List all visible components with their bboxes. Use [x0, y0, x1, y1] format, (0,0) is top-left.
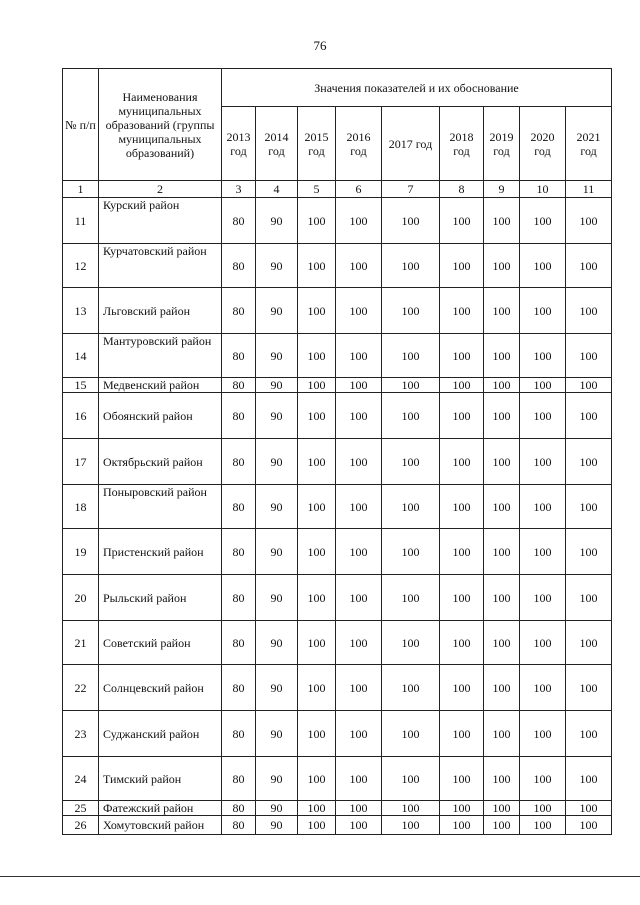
value-cell: 100: [298, 378, 336, 393]
value-cell: 100: [298, 288, 336, 334]
value-cell: 100: [566, 378, 612, 393]
header-name: Наименования муниципальных образований (группы муниципальных образований): [99, 69, 222, 181]
value-cell: 100: [566, 816, 612, 835]
column-number: 7: [382, 181, 440, 198]
value-cell: 100: [440, 801, 484, 816]
value-cell: 100: [566, 621, 612, 665]
header-year: 2021 год: [566, 107, 612, 181]
row-number: 26: [63, 816, 99, 835]
column-number: 4: [256, 181, 298, 198]
municipality-name: Пристенский район: [99, 529, 222, 575]
value-cell: 100: [440, 529, 484, 575]
value-cell: 100: [484, 288, 520, 334]
header-num: № п/п: [63, 69, 99, 181]
value-cell: 80: [222, 801, 256, 816]
column-number: 6: [336, 181, 382, 198]
header-year: 2013 год: [222, 107, 256, 181]
municipality-name: Льговский район: [99, 288, 222, 334]
municipality-name: Рыльский район: [99, 575, 222, 621]
value-cell: 100: [440, 288, 484, 334]
value-cell: 90: [256, 711, 298, 757]
column-number: 9: [484, 181, 520, 198]
value-cell: 100: [484, 757, 520, 801]
value-cell: 100: [298, 334, 336, 378]
value-cell: 80: [222, 575, 256, 621]
table-row: [63, 529, 612, 575]
value-cell: 90: [256, 198, 298, 244]
value-cell: 100: [566, 439, 612, 485]
value-cell: 100: [336, 711, 382, 757]
value-cell: 80: [222, 378, 256, 393]
column-number: 1: [63, 181, 99, 198]
row-number: 17: [63, 439, 99, 485]
municipality-name: Суджанский район: [99, 711, 222, 757]
column-number: 3: [222, 181, 256, 198]
table-row: [63, 621, 612, 665]
table-row: [63, 439, 612, 485]
table-row: [63, 393, 612, 439]
value-cell: 100: [484, 621, 520, 665]
value-cell: 100: [382, 439, 440, 485]
value-cell: 80: [222, 816, 256, 835]
value-cell: 90: [256, 801, 298, 816]
municipality-name: Обоянский район: [99, 393, 222, 439]
value-cell: 90: [256, 485, 298, 529]
value-cell: 100: [520, 198, 566, 244]
value-cell: 100: [440, 757, 484, 801]
value-cell: 100: [440, 393, 484, 439]
value-cell: 100: [520, 711, 566, 757]
value-cell: 100: [520, 439, 566, 485]
table-row: [63, 575, 612, 621]
municipality-name: Солнцевский район: [99, 665, 222, 711]
value-cell: 90: [256, 288, 298, 334]
value-cell: 100: [382, 288, 440, 334]
value-cell: 100: [484, 198, 520, 244]
value-cell: 100: [336, 393, 382, 439]
value-cell: 100: [566, 757, 612, 801]
value-cell: 100: [298, 393, 336, 439]
row-number: 16: [63, 393, 99, 439]
value-cell: 80: [222, 244, 256, 288]
value-cell: 100: [298, 575, 336, 621]
value-cell: 100: [298, 757, 336, 801]
value-cell: 90: [256, 393, 298, 439]
table-row: [63, 244, 612, 288]
value-cell: 90: [256, 757, 298, 801]
municipality-name: Фатежский район: [99, 801, 222, 816]
header-year: 2014 год: [256, 107, 298, 181]
municipality-name: Курский район: [99, 198, 222, 244]
row-number: 12: [63, 244, 99, 288]
value-cell: 80: [222, 485, 256, 529]
value-cell: 90: [256, 334, 298, 378]
value-cell: 100: [566, 665, 612, 711]
value-cell: 90: [256, 816, 298, 835]
value-cell: 100: [566, 801, 612, 816]
indicators-table: [62, 68, 612, 835]
value-cell: 100: [298, 198, 336, 244]
value-cell: 100: [566, 711, 612, 757]
value-cell: 100: [484, 439, 520, 485]
value-cell: 100: [566, 485, 612, 529]
value-cell: 100: [336, 816, 382, 835]
municipality-name: Советский район: [99, 621, 222, 665]
value-cell: 100: [520, 801, 566, 816]
value-cell: 100: [520, 621, 566, 665]
value-cell: 100: [336, 575, 382, 621]
value-cell: 80: [222, 288, 256, 334]
value-cell: 100: [440, 816, 484, 835]
table-row: [63, 665, 612, 711]
header-year: 2019 год: [484, 107, 520, 181]
value-cell: 100: [382, 529, 440, 575]
value-cell: 100: [520, 288, 566, 334]
value-cell: 100: [440, 439, 484, 485]
value-cell: 100: [440, 575, 484, 621]
value-cell: 100: [566, 334, 612, 378]
header-year: 2016 год: [336, 107, 382, 181]
value-cell: 80: [222, 529, 256, 575]
value-cell: 90: [256, 244, 298, 288]
value-cell: 80: [222, 198, 256, 244]
value-cell: 90: [256, 529, 298, 575]
column-number: 8: [440, 181, 484, 198]
municipality-name: Поныровский район: [99, 485, 222, 529]
value-cell: 100: [336, 288, 382, 334]
row-number: 11: [63, 198, 99, 244]
value-cell: 100: [484, 378, 520, 393]
municipality-name: Медвенский район: [99, 378, 222, 393]
row-number: 23: [63, 711, 99, 757]
value-cell: 100: [484, 334, 520, 378]
table-row: [63, 288, 612, 334]
value-cell: 100: [520, 816, 566, 835]
table-row: [63, 801, 612, 816]
value-cell: 100: [336, 485, 382, 529]
value-cell: 100: [382, 575, 440, 621]
value-cell: 100: [382, 665, 440, 711]
value-cell: 100: [484, 711, 520, 757]
value-cell: 90: [256, 621, 298, 665]
header-year: 2015 год: [298, 107, 336, 181]
value-cell: 80: [222, 757, 256, 801]
value-cell: 100: [566, 198, 612, 244]
value-cell: 100: [382, 485, 440, 529]
value-cell: 100: [298, 439, 336, 485]
value-cell: 100: [440, 198, 484, 244]
municipality-name: Мантуровский район: [99, 334, 222, 378]
header-year: 2018 год: [440, 107, 484, 181]
value-cell: 80: [222, 393, 256, 439]
value-cell: 100: [520, 393, 566, 439]
value-cell: 100: [484, 393, 520, 439]
column-number: 10: [520, 181, 566, 198]
value-cell: 100: [382, 378, 440, 393]
value-cell: 80: [222, 334, 256, 378]
value-cell: 100: [382, 711, 440, 757]
value-cell: 100: [520, 485, 566, 529]
value-cell: 100: [520, 334, 566, 378]
page-number: 76: [313, 38, 327, 53]
scan-edge-line: [0, 876, 640, 877]
value-cell: 100: [382, 621, 440, 665]
column-number: 11: [566, 181, 612, 198]
row-number: 15: [63, 378, 99, 393]
row-number: 18: [63, 485, 99, 529]
row-number: 24: [63, 757, 99, 801]
value-cell: 100: [382, 757, 440, 801]
value-cell: 100: [336, 757, 382, 801]
value-cell: 100: [484, 665, 520, 711]
value-cell: 100: [566, 529, 612, 575]
value-cell: 100: [336, 378, 382, 393]
value-cell: 100: [336, 529, 382, 575]
value-cell: 100: [520, 378, 566, 393]
value-cell: 100: [336, 801, 382, 816]
value-cell: 100: [382, 334, 440, 378]
value-cell: 100: [484, 575, 520, 621]
column-number: 5: [298, 181, 336, 198]
value-cell: 100: [440, 485, 484, 529]
value-cell: 100: [382, 816, 440, 835]
value-cell: 100: [298, 816, 336, 835]
header-values: Значения показателей и их обоснование: [222, 69, 612, 107]
row-number: 19: [63, 529, 99, 575]
value-cell: 90: [256, 439, 298, 485]
value-cell: 100: [382, 244, 440, 288]
value-cell: 100: [440, 621, 484, 665]
value-cell: 100: [336, 621, 382, 665]
value-cell: 100: [298, 244, 336, 288]
value-cell: 100: [298, 665, 336, 711]
value-cell: 100: [440, 378, 484, 393]
row-number: 22: [63, 665, 99, 711]
value-cell: 100: [382, 393, 440, 439]
value-cell: 100: [484, 244, 520, 288]
value-cell: 100: [440, 711, 484, 757]
value-cell: 100: [336, 665, 382, 711]
value-cell: 80: [222, 621, 256, 665]
row-number: 20: [63, 575, 99, 621]
value-cell: 100: [336, 244, 382, 288]
municipality-name: Хомутовский район: [99, 816, 222, 835]
row-number: 13: [63, 288, 99, 334]
table-row: [63, 198, 612, 244]
table-row: [63, 334, 612, 378]
row-number: 25: [63, 801, 99, 816]
header-year: 2017 год: [382, 107, 440, 181]
value-cell: 100: [382, 198, 440, 244]
value-cell: 100: [336, 334, 382, 378]
value-cell: 100: [520, 665, 566, 711]
table-row: [63, 378, 612, 393]
municipality-name: Тимский район: [99, 757, 222, 801]
value-cell: 90: [256, 665, 298, 711]
value-cell: 90: [256, 575, 298, 621]
value-cell: 100: [440, 244, 484, 288]
value-cell: 100: [336, 198, 382, 244]
value-cell: 100: [566, 244, 612, 288]
value-cell: 100: [520, 575, 566, 621]
value-cell: 100: [298, 711, 336, 757]
value-cell: 100: [298, 529, 336, 575]
municipality-name: Октябрьский район: [99, 439, 222, 485]
value-cell: 100: [440, 334, 484, 378]
header-year: 2020 год: [520, 107, 566, 181]
value-cell: 100: [520, 529, 566, 575]
table-row: [63, 816, 612, 835]
value-cell: 100: [484, 529, 520, 575]
table-row: [63, 485, 612, 529]
value-cell: 80: [222, 711, 256, 757]
value-cell: 100: [484, 816, 520, 835]
value-cell: 90: [256, 378, 298, 393]
value-cell: 100: [382, 801, 440, 816]
value-cell: 80: [222, 665, 256, 711]
value-cell: 100: [298, 801, 336, 816]
table-row: [63, 757, 612, 801]
value-cell: 100: [566, 288, 612, 334]
value-cell: 100: [566, 575, 612, 621]
column-number: 2: [99, 181, 222, 198]
value-cell: 100: [566, 393, 612, 439]
value-cell: 80: [222, 439, 256, 485]
value-cell: 100: [520, 244, 566, 288]
value-cell: 100: [298, 621, 336, 665]
row-number: 21: [63, 621, 99, 665]
value-cell: 100: [484, 485, 520, 529]
table-row: [63, 711, 612, 757]
value-cell: 100: [520, 757, 566, 801]
row-number: 14: [63, 334, 99, 378]
value-cell: 100: [298, 485, 336, 529]
value-cell: 100: [440, 665, 484, 711]
value-cell: 100: [336, 439, 382, 485]
municipality-name: Курчатовский район: [99, 244, 222, 288]
value-cell: 100: [484, 801, 520, 816]
